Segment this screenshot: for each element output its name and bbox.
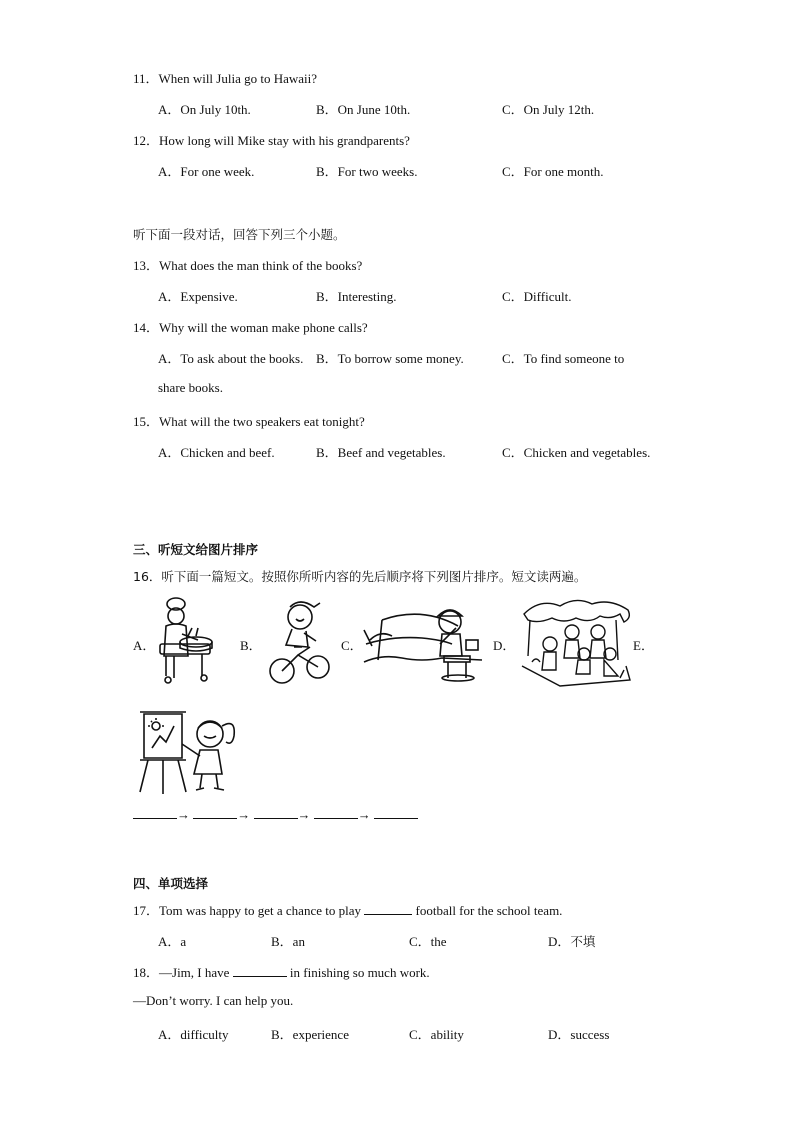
q17-option-c[interactable]: C．the — [409, 934, 447, 949]
section-4-title: 四、单项选择 — [133, 876, 209, 891]
arrow: → — [357, 807, 371, 822]
q15-option-b[interactable]: B．Beef and vegetables. — [316, 445, 446, 460]
q12-option-a[interactable]: A．For one week. — [158, 164, 255, 179]
section-3-title: 三、听短文给图片排序 — [133, 542, 259, 557]
arrow: → — [177, 807, 190, 822]
answer-blank-3[interactable] — [254, 806, 298, 819]
question-text: When will Julia go to Hawaii? — [158, 71, 318, 86]
girl-bicycle-icon — [268, 597, 336, 687]
answer-blank-2[interactable] — [193, 806, 237, 819]
q13-option-c[interactable]: C．Difficult. — [502, 289, 572, 304]
question-text: 听下面一篇短文。按照你所听内容的先后顺序将下列图片排序。短文读两遍。 — [161, 569, 587, 584]
q17-option-b[interactable]: B．an — [271, 934, 305, 949]
q18-response: —Don’t worry. I can help you. — [133, 993, 294, 1008]
question-16: 16．听下面一篇短文。按照你所听内容的先后顺序将下列图片排序。短文读两遍。 — [133, 569, 587, 584]
q11-option-a[interactable]: A．On July 10th. — [158, 102, 251, 117]
q17-option-a[interactable]: A．a — [158, 934, 187, 949]
baker-cake-icon — [152, 596, 232, 686]
q18-option-d[interactable]: D．success — [548, 1027, 610, 1042]
ordering-blanks — [133, 806, 418, 823]
q15-option-a[interactable]: A．Chicken and beef. — [158, 445, 275, 460]
boy-fishing-icon — [362, 600, 490, 682]
girl-painting-icon — [134, 708, 244, 796]
q12-option-c[interactable]: C．For one month. — [502, 164, 604, 179]
question-18: 18．—Jim, I have in finishing so much work. — [133, 965, 430, 980]
q18-option-b[interactable]: B．experience — [271, 1027, 349, 1042]
q18-option-c[interactable]: C．ability — [409, 1027, 464, 1042]
answer-blank-1[interactable] — [133, 806, 177, 819]
q12-option-b[interactable]: B．For two weeks. — [316, 164, 418, 179]
picture-label-e: E． — [633, 638, 654, 653]
q18-answer-blank[interactable] — [233, 964, 287, 977]
question-12: 12．How long will Mike stay with his grandparents? — [133, 133, 410, 148]
answer-blank-5[interactable] — [374, 806, 418, 819]
q14-option-c[interactable]: C．To find someone to — [502, 351, 625, 366]
q17-answer-blank[interactable] — [364, 902, 412, 915]
q14-option-a[interactable]: A．To ask about the books. — [158, 351, 304, 366]
q14-option-b[interactable]: B．To borrow some money. — [316, 351, 464, 366]
picture-label-b: B． — [240, 638, 262, 653]
picture-label-c: C． — [341, 638, 363, 653]
q18-option-a[interactable]: A．difficulty — [158, 1027, 229, 1042]
family-picnic-icon — [520, 596, 632, 688]
question-text: Why will the woman make phone calls? — [159, 320, 368, 335]
question-14: 14．Why will the woman make phone calls? — [133, 320, 368, 335]
picture-label-a: A． — [133, 638, 156, 653]
arrow: → — [297, 807, 311, 822]
q17-option-d[interactable]: D．不填 — [548, 934, 596, 949]
picture-label-d: D． — [493, 638, 516, 653]
q15-option-c[interactable]: C．Chicken and vegetables. — [502, 445, 651, 460]
q11-option-c[interactable]: C．On July 12th. — [502, 102, 595, 117]
question-17: 17．Tom was happy to get a chance to play football for the school team. — [133, 903, 563, 918]
question-11: 11．When will Julia go to Hawaii? — [133, 71, 318, 86]
question-text: How long will Mike stay with his grandparents? — [159, 133, 410, 148]
q14-option-c-continued[interactable]: share books. — [158, 380, 223, 395]
q11-option-b[interactable]: B．On June 10th. — [316, 102, 411, 117]
question-13: 13．What does the man think of the books? — [133, 258, 363, 273]
q13-option-b[interactable]: B．Interesting. — [316, 289, 397, 304]
question-15: 15．What will the two speakers eat tonight? — [133, 414, 365, 429]
question-text: What does the man think of the books? — [159, 258, 363, 273]
question-text: What will the two speakers eat tonight? — [159, 414, 365, 429]
arrow: → — [237, 807, 251, 822]
q13-option-a[interactable]: A．Expensive. — [158, 289, 238, 304]
dialogue-instruction: 听下面一段对话，回答下列三个小题。 — [133, 227, 346, 242]
answer-blank-4[interactable] — [314, 806, 358, 819]
